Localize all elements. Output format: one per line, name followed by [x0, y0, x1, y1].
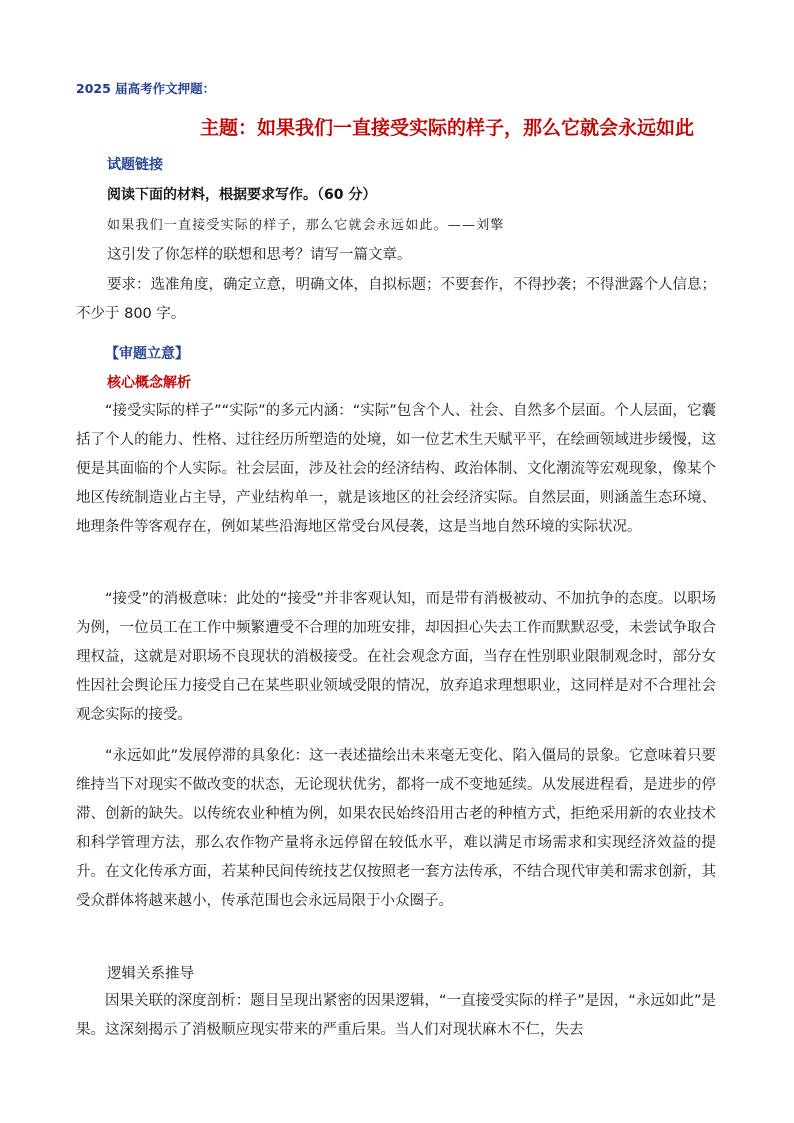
prompt-line: 这引发了你怎样的联想和思考？请写一篇文章。: [107, 247, 412, 263]
instruction-line: 阅读下面的材料，根据要求写作。（60 分）: [107, 187, 377, 203]
page-title: 主题：如果我们一直接受实际的样子，那么它就会永远如此: [199, 117, 694, 139]
section-heading-analysis: 【审题立意】: [105, 346, 189, 362]
section-heading-link: 试题链接: [107, 157, 163, 173]
core-concept-heading: 核心概念解析: [107, 375, 191, 391]
analysis-paragraph-2: “接受”的消极意味：此处的“接受”并非客观认知，而是带有消极被动、不加抗争的态度。以职场为例，一位员工在工作中频繁遭受不合理的加班安排，却因担心失去工作而默默忍受，未尝试争取合理权益，这就是对职场不良现状的消极接受。在社会观念方面，当存在性别职业限制观念时，部分女性因社会舆论压力接受自己在某些职业领域受限的情况，放弃追求理想职业，这同样是对不合理社会观念实际的接受。: [76, 591, 716, 723]
exam-tag: 2025 届高考作文押题：: [76, 81, 216, 96]
requirement-paragraph: 要求：选准角度，确定立意，明确文体，自拟标题；不要套作，不得抄袭；不得泄露个人信息；不少于 800 字。: [76, 277, 716, 322]
logic-paragraph: 因果关联的深度剖析：题目呈现出紧密的因果逻辑，“一直接受实际的样子”是因，“永远如此”是果。这深刻揭示了消极顺应现实带来的严重后果。当人们对现状麻木不仁，失去: [76, 993, 716, 1038]
quote-line: 如果我们一直接受实际的样子，那么它就会永远如此。——刘擎: [107, 218, 505, 233]
analysis-paragraph-3: “永远如此”发展停滞的具象化：这一表述描绘出未来毫无变化、陷入僵局的景象。它意味着只要维持当下对现实不做改变的状态，无论现状优劣，都将一成不变地延续。从发展进程看，是进步的停滞、创新的缺失。以传统农业种植为例，如果农民始终沿用古老的种植方式，拒绝采用新的农业技术和科学管理方法，那么农作物产量将永远停留在较低水平，难以满足市场需求和实现经济效益的提升。在文化传承方面，若某种民间传统技艺仅按照老一套方法传承，不结合现代审美和需求创新，其受众群体将越来越小，传承范围也会永远局限于小众圈子。: [76, 748, 716, 909]
logic-heading: 逻辑关系推导: [107, 966, 194, 982]
analysis-paragraph-1: “接受实际的样子”“实际”的多元内涵：“实际”包含个人、社会、自然多个层面。个人层面，它囊括了个人的能力、性格、过往经历所塑造的处境，如一位艺术生天赋平平，在绘画领域进步缓慢，这便是其面临的个人实际。社会层面，涉及社会的经济结构、政治体制、文化潮流等宏观现象，像某个地区传统制造业占主导，产业结构单一，就是该地区的社会经济实际。自然层面，则涵盖生态环境、地理条件等客观存在，例如某些沿海地区常受台风侵袭，这是当地自然环境的实际状况。: [76, 403, 716, 535]
